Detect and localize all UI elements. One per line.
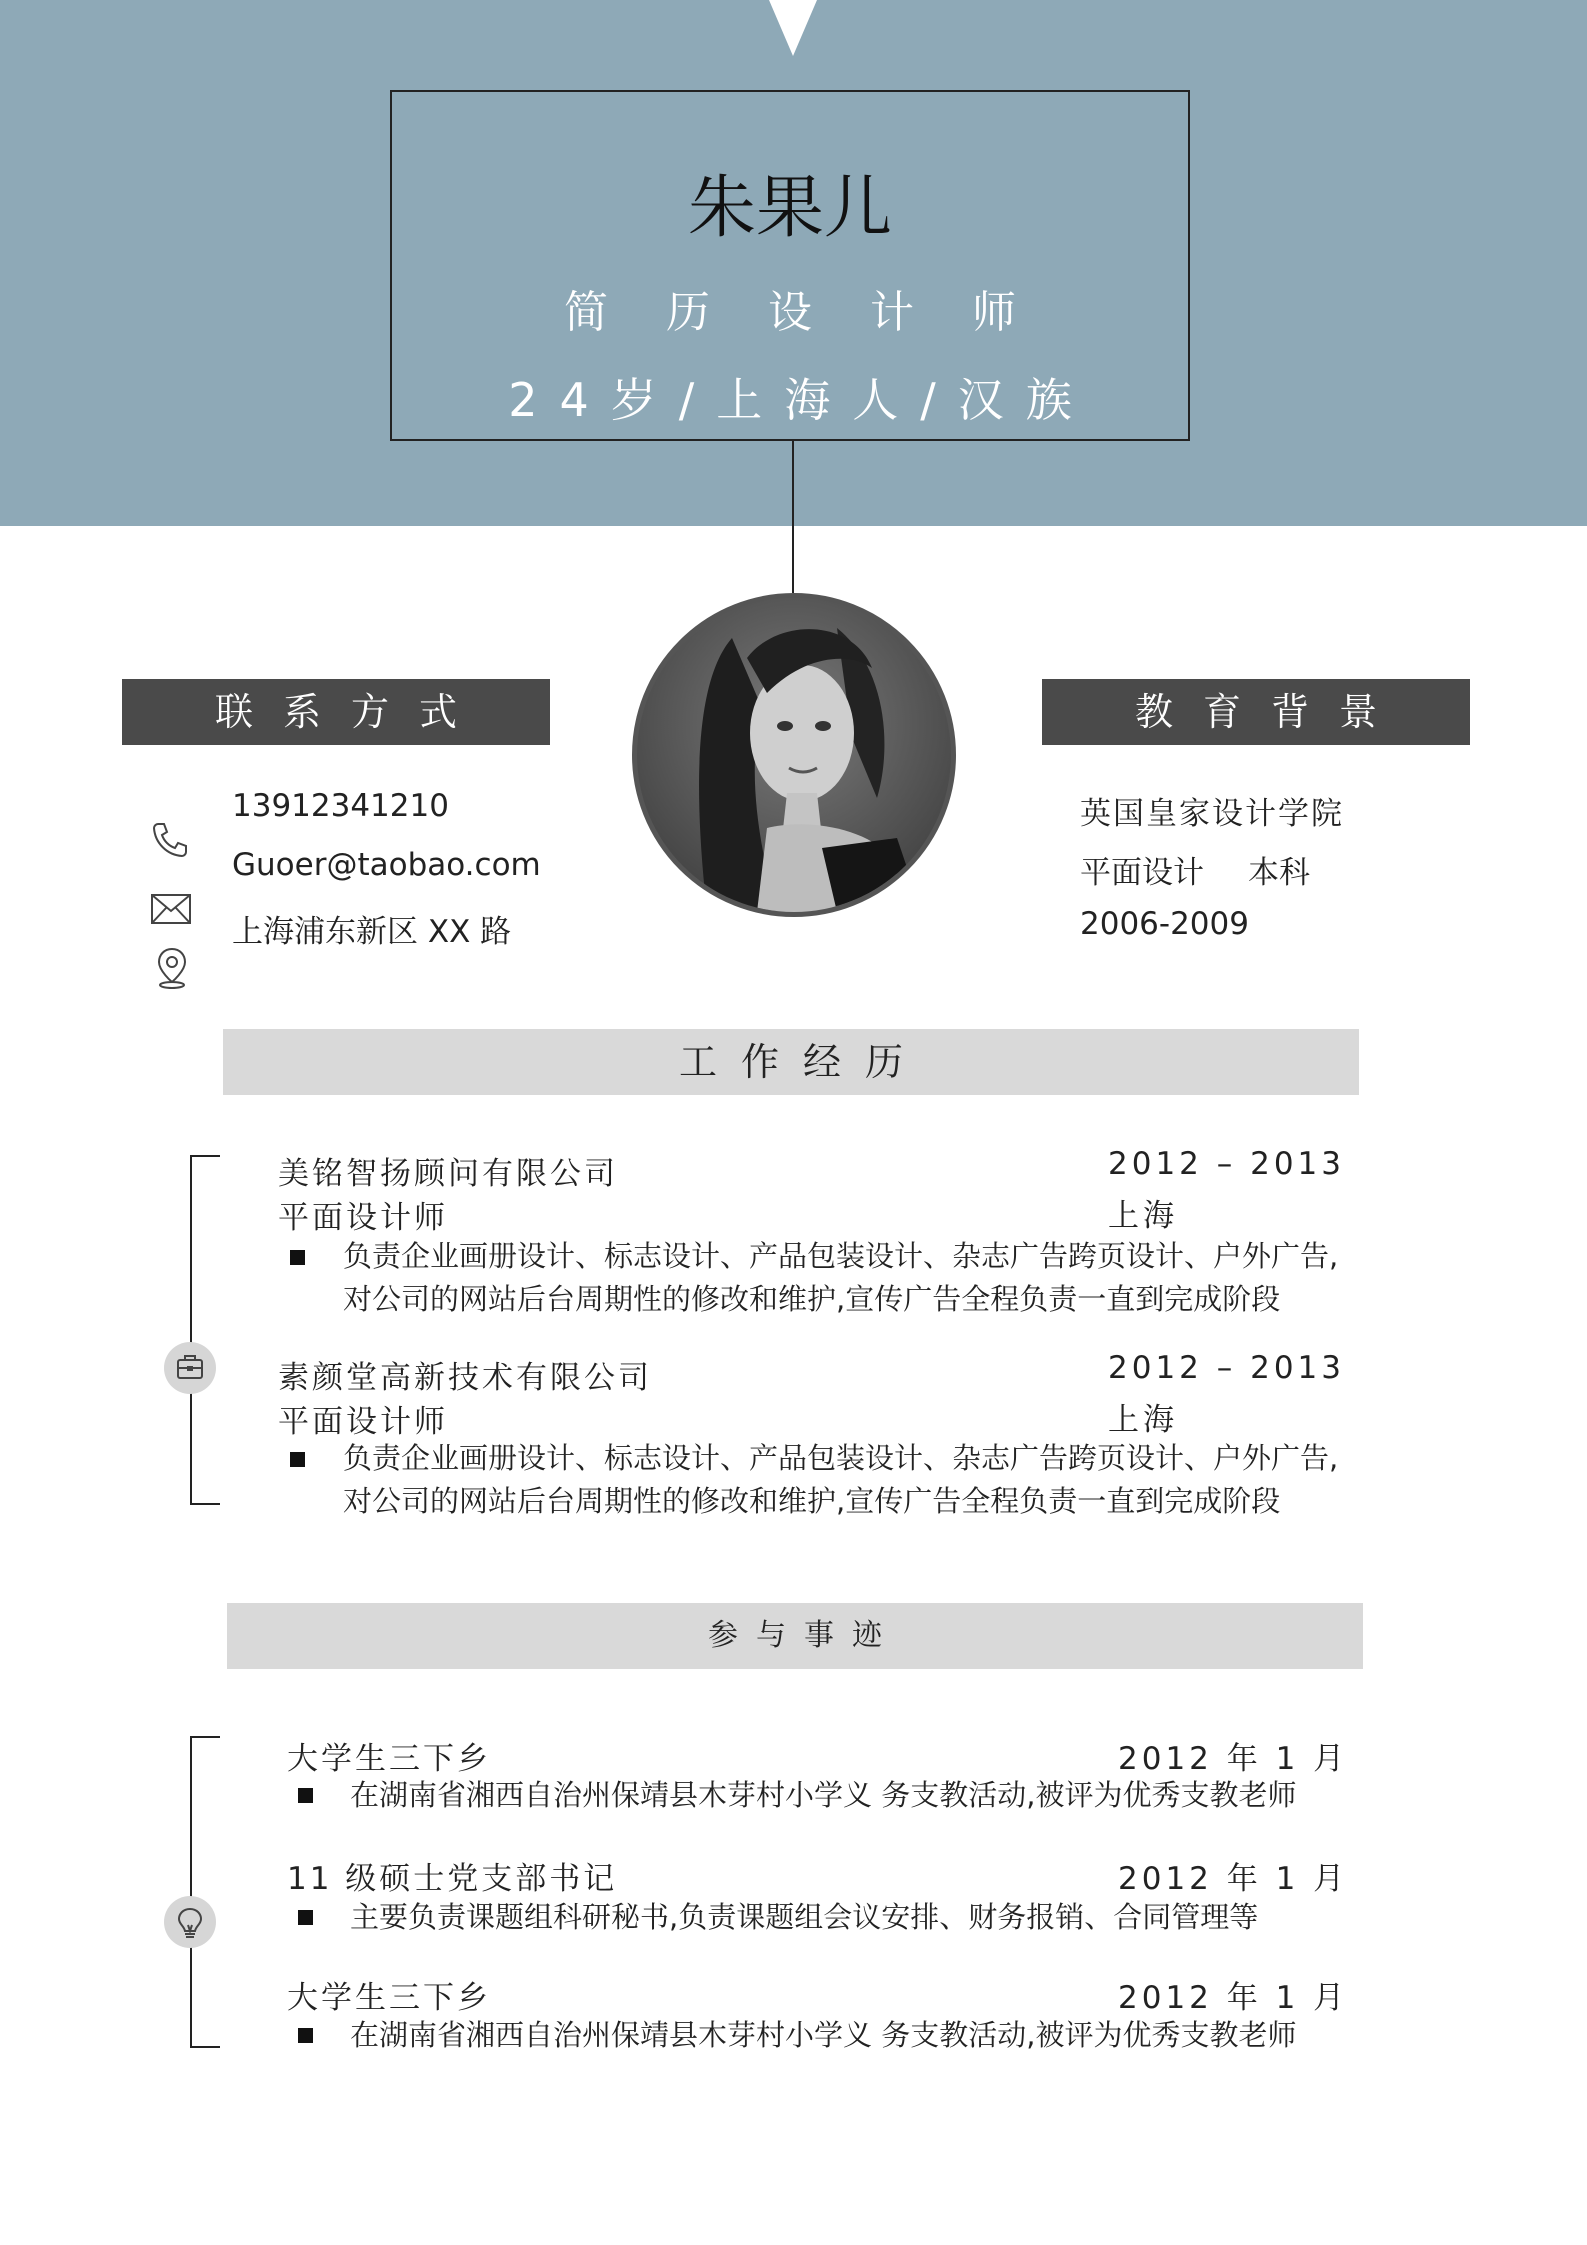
lightbulb-icon bbox=[164, 1896, 216, 1948]
activities-section-header: 参与事迹 bbox=[227, 1603, 1363, 1669]
work-company: 素颜堂高新技术有限公司 bbox=[278, 1360, 652, 1396]
work-location: 上海 bbox=[1108, 1198, 1178, 1234]
contact-section-header: 联系方式 bbox=[122, 679, 550, 745]
mail-icon bbox=[150, 892, 192, 926]
activities-timeline-bracket bbox=[190, 1736, 220, 2048]
work-location: 上海 bbox=[1108, 1402, 1178, 1438]
education-school: 英国皇家设计学院 bbox=[1080, 796, 1344, 832]
work-description-line: 负责企业画册设计、标志设计、产品包装设计、杂志广告跨页设计、户外广告, bbox=[343, 1239, 1339, 1273]
work-timeline-bracket bbox=[190, 1155, 220, 1505]
name-card bbox=[390, 90, 1190, 441]
work-role: 平面设计师 bbox=[278, 1404, 448, 1440]
activity-description: 主要负责课题组科研秘书,负责课题组会议安排、财务报销、合同管理等 bbox=[350, 1900, 1259, 1934]
briefcase-icon bbox=[164, 1342, 216, 1394]
work-years: 2012 – 2013 bbox=[1108, 1350, 1345, 1386]
phone-icon bbox=[150, 820, 190, 860]
location-pin-icon bbox=[154, 946, 190, 990]
bullet-marker bbox=[298, 2028, 313, 2043]
bullet-marker bbox=[290, 1452, 305, 1467]
work-years: 2012 – 2013 bbox=[1108, 1146, 1345, 1182]
activity-description: 在湖南省湘西自治州保靖县木芽村小学义 务支教活动,被评为优秀支教老师 bbox=[350, 2018, 1297, 2052]
portrait-illustration bbox=[637, 598, 951, 912]
work-role: 平面设计师 bbox=[278, 1200, 448, 1236]
job-title: 简历设计师 bbox=[564, 287, 1074, 338]
education-major: 平面设计 bbox=[1080, 855, 1204, 891]
bullet-marker bbox=[298, 1910, 313, 1925]
activity-date: 2012 年 1 月 bbox=[1118, 1861, 1349, 1897]
profile-photo bbox=[632, 593, 956, 917]
banner-notch bbox=[769, 0, 817, 56]
activity-title: 大学生三下乡 bbox=[287, 1980, 491, 2016]
activity-title: 11 级硕士党支部书记 bbox=[287, 1861, 618, 1897]
contact-email: Guoer@taobao.com bbox=[232, 847, 541, 883]
contact-phone: 13912341210 bbox=[232, 788, 449, 824]
activity-description: 在湖南省湘西自治州保靖县木芽村小学义 务支教活动,被评为优秀支教老师 bbox=[350, 1778, 1297, 1812]
contact-address: 上海浦东新区 XX 路 bbox=[232, 914, 512, 950]
work-description-line: 对公司的网站后台周期性的修改和维护,宣传广告全程负责一直到完成阶段 bbox=[343, 1484, 1281, 1518]
bullet-marker bbox=[290, 1250, 305, 1265]
activity-date: 2012 年 1 月 bbox=[1118, 1741, 1349, 1777]
education-section-header: 教育背景 bbox=[1042, 679, 1470, 745]
work-company: 美铭智扬顾问有限公司 bbox=[278, 1156, 618, 1192]
work-description-line: 对公司的网站后台周期性的修改和维护,宣传广告全程负责一直到完成阶段 bbox=[343, 1282, 1281, 1316]
personal-meta: 24岁/上海人/汉族 bbox=[508, 373, 1094, 427]
bullet-marker bbox=[298, 1788, 313, 1803]
education-years: 2006-2009 bbox=[1080, 906, 1249, 942]
activity-title: 大学生三下乡 bbox=[287, 1741, 491, 1777]
person-name: 朱果儿 bbox=[687, 169, 892, 248]
activity-date: 2012 年 1 月 bbox=[1118, 1980, 1349, 2016]
work-description-line: 负责企业画册设计、标志设计、产品包装设计、杂志广告跨页设计、户外广告, bbox=[343, 1441, 1339, 1475]
work-section-header: 工作经历 bbox=[223, 1029, 1359, 1095]
connector-line bbox=[792, 441, 794, 593]
education-degree: 本科 bbox=[1248, 855, 1310, 891]
